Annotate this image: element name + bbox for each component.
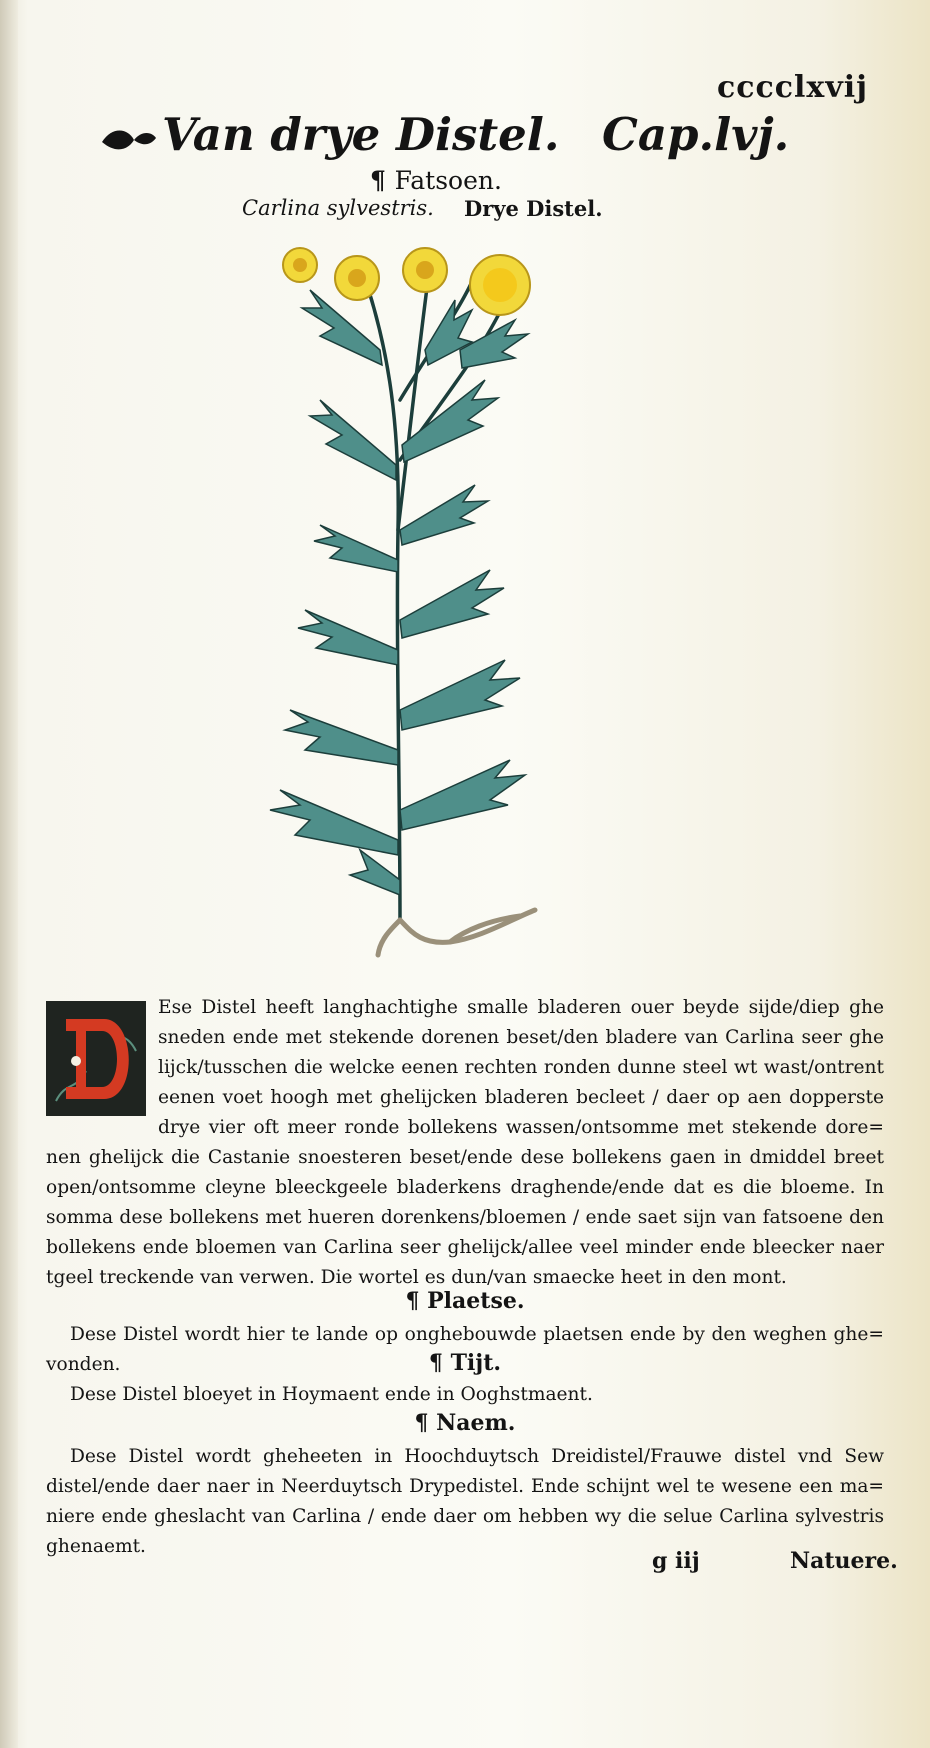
description-line: sneden ende met stekende dorenen beset/den bladere van Carlina seer ghe: [158, 1027, 884, 1048]
tijt-heading: [0, 1350, 930, 1376]
description-line: eenen voet hoogh met ghelijcken bladeren becleet / daer op aen dopperste: [158, 1087, 884, 1108]
plaetse-heading: [0, 1288, 930, 1314]
chapter-number: Cap.lvj.: [602, 108, 790, 161]
hedera-ornament-icon: [98, 124, 160, 158]
pilcrow-icon: ¶: [428, 1350, 451, 1376]
plaetse-label: Plaetse.: [427, 1288, 525, 1314]
description-line: Ese Distel heeft langhachtighe smalle bladeren ouer beyde sijde/diep ghe: [158, 997, 884, 1018]
description-line: bollekens ende bloemen van Carlina seer ghelijck/allee veel minder ende bleecker naer: [46, 1237, 884, 1258]
page-spine-shadow: [0, 0, 18, 1748]
pilcrow-icon: ¶: [370, 166, 395, 195]
tijt-paragraph: [46, 1380, 884, 1410]
naem-line: niere ende gheslacht van Carlina / ende daer om hebben wy die selue Carlina sylvestris: [46, 1506, 884, 1527]
description-line: tgeel treckende van verwen. Die wortel es dun/van smaecke heet in den mont.: [46, 1267, 787, 1288]
plaetse-line: vonden.: [46, 1354, 121, 1375]
naem-line: distel/ende daer naer in Neerduytsch Drypedistel. Ende schijnt wel te wesene een ma=: [46, 1476, 884, 1497]
description-paragraph: [46, 993, 884, 1293]
plaetse-line: Dese Distel wordt hier te lande op onghebouwde plaetsen ende by den weghen ghe=: [70, 1324, 884, 1345]
description-line: drye vier oft meer ronde bollekens wassen/ontsomme met stekende dore=: [158, 1117, 884, 1138]
chapter-title: Van drye Distel.: [162, 108, 560, 161]
thistle-illustration: [250, 230, 610, 960]
signature-mark: g iij: [652, 1548, 700, 1574]
fatsoen-label: Fatsoen.: [394, 166, 502, 195]
description-line: nen ghelijck die Castanie snoesteren beset/ende dese bollekens gaen in dmiddel breet: [46, 1147, 884, 1168]
naem-label: Naem.: [436, 1410, 516, 1436]
catchword: Natuere.: [790, 1548, 898, 1574]
naem-paragraph: [46, 1442, 884, 1562]
naem-heading: [0, 1410, 930, 1436]
naem-line: Dese Distel wordt gheheeten in Hoochduytsch Dreidistel/Frauwe distel vnd Sew: [70, 1446, 884, 1467]
naem-line: ghenaemt.: [46, 1536, 146, 1557]
tijt-label: Tijt.: [450, 1350, 502, 1376]
folio-number: cccclxvij: [716, 70, 868, 105]
pilcrow-icon: ¶: [405, 1288, 428, 1314]
dutch-caption: Drye Distel.: [464, 196, 603, 221]
description-line: open/ontsomme cleyne bleeckgeele bladerkens draghende/ende dat es die bloeme. In: [46, 1177, 884, 1198]
description-line: lijck/tusschen die welcke eenen rechten ronden dunne steel wt wast/ontrent: [158, 1057, 884, 1078]
fatsoen-subheading: [370, 166, 502, 195]
latin-caption: Carlina sylvestris.: [242, 196, 434, 220]
pilcrow-icon: ¶: [414, 1410, 437, 1436]
tijt-line: Dese Distel bloeyet in Hoymaent ende in Ooghstmaent.: [70, 1384, 593, 1405]
description-line: somma dese bollekens met hueren dorenkens/bloemen / ende saet sijn van fatsoene den: [46, 1207, 884, 1228]
